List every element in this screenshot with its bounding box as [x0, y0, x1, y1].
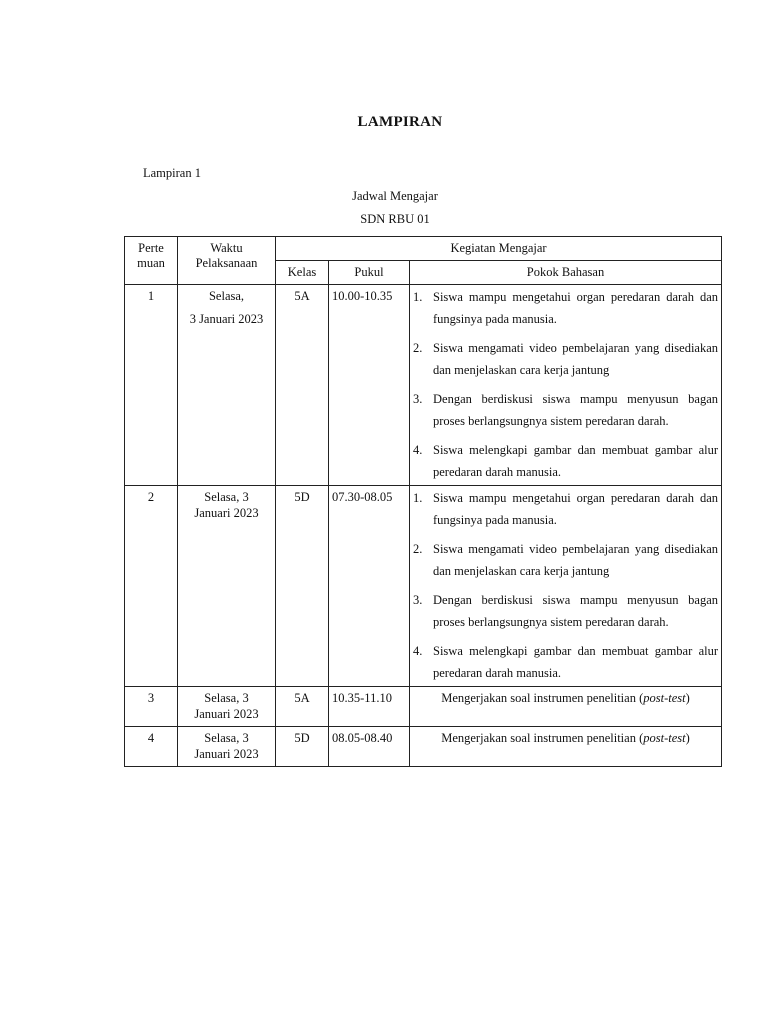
header-pertemuan	[125, 237, 178, 285]
cell-waktu-line1: Selasa, 3	[204, 490, 249, 504]
table-row	[125, 687, 722, 727]
cell-pokok-bahasan	[410, 727, 722, 767]
cell-pukul: 10.35-11.10	[329, 687, 410, 727]
topic-text-end: )	[685, 691, 690, 705]
header-pokok-bahasan: Pokok Bahasan	[410, 261, 722, 285]
cell-pokok-bahasan	[410, 486, 722, 687]
schedule-title: Jadwal Mengajar	[352, 189, 438, 203]
topic-text: Mengerjakan soal instrumen penelitian (	[441, 691, 644, 705]
cell-pukul: 07.30-08.05	[329, 486, 410, 687]
cell-waktu	[178, 687, 276, 727]
item-text: Siswa mampu mengetahui organ peredaran darah dan fungsinya pada manusia.	[433, 491, 719, 527]
table-row	[125, 285, 722, 486]
cell-pertemuan: 2	[125, 486, 178, 687]
item-text: Siswa mengamati video pembelajaran yang disediakan dan menjelaskan cara kerja jantung	[433, 341, 719, 377]
topic-italic: post-test	[643, 691, 686, 705]
item-text: Siswa mampu mengetahui organ peredaran darah dan fungsinya pada manusia.	[433, 290, 719, 326]
cell-pertemuan: 4	[125, 727, 178, 767]
item-text: Siswa mengamati video pembelajaran yang disediakan dan menjelaskan cara kerja jantung	[433, 542, 719, 578]
cell-waktu-line2: Januari 2023	[194, 747, 259, 761]
item-text: Siswa melengkapi gambar dan membuat gambar alur peredaran darah manusia.	[433, 443, 719, 479]
cell-waktu-line2: Januari 2023	[194, 506, 259, 520]
item-number: 1.	[413, 491, 423, 505]
list-item	[413, 389, 718, 432]
cell-pokok-bahasan	[410, 687, 722, 727]
item-number: 4.	[413, 443, 423, 457]
topic-text-end: )	[685, 731, 690, 745]
cell-kelas: 5D	[276, 727, 329, 767]
cell-pukul: 08.05-08.40	[329, 727, 410, 767]
list-item	[413, 488, 718, 531]
list-item	[413, 641, 718, 684]
page-title: LAMPIRAN	[357, 114, 443, 130]
cell-waktu-line1: Selasa,	[208, 289, 245, 303]
cell-waktu-line1: Selasa, 3	[204, 691, 249, 705]
header-waktu-line2: Pelaksanaan	[195, 256, 258, 270]
cell-waktu	[178, 486, 276, 687]
item-number: 4.	[413, 644, 423, 658]
header-kegiatan: Kegiatan Mengajar	[276, 237, 722, 261]
header-pertemuan-line2: muan	[137, 256, 165, 270]
cell-pokok-bahasan	[410, 285, 722, 486]
list-item	[413, 590, 718, 633]
table-row	[125, 486, 722, 687]
item-number: 3.	[413, 593, 423, 607]
cell-kelas: 5A	[276, 285, 329, 486]
header-kelas: Kelas	[276, 261, 329, 285]
cell-pertemuan: 1	[125, 285, 178, 486]
table-header-row	[125, 237, 722, 261]
item-number: 2.	[413, 542, 423, 556]
list-item	[413, 338, 718, 381]
topic-list	[413, 287, 718, 483]
cell-waktu	[178, 727, 276, 767]
cell-kelas: 5A	[276, 687, 329, 727]
cell-waktu	[178, 285, 276, 486]
teaching-schedule-table	[124, 236, 722, 767]
item-number: 1.	[413, 290, 423, 304]
item-text: Siswa melengkapi gambar dan membuat gambar alur peredaran darah manusia.	[433, 644, 719, 680]
cell-pukul: 10.00-10.35	[329, 285, 410, 486]
topic-text: Mengerjakan soal instrumen penelitian (	[441, 731, 644, 745]
header-waktu-line1: Waktu	[210, 241, 243, 255]
list-item	[413, 287, 718, 330]
list-item	[413, 539, 718, 582]
cell-pertemuan: 3	[125, 687, 178, 727]
header-pertemuan-line1: Perte	[138, 241, 164, 255]
header-waktu	[178, 237, 276, 285]
appendix-label: Lampiran 1	[143, 166, 201, 180]
item-text: Dengan berdiskusi siswa mampu menyusun bagan proses berlangsungnya sistem peredaran darah.	[433, 392, 719, 428]
item-text: Dengan berdiskusi siswa mampu menyusun bagan proses berlangsungnya sistem peredaran darah.	[433, 593, 719, 629]
cell-kelas: 5D	[276, 486, 329, 687]
table-row	[125, 727, 722, 767]
list-item	[413, 440, 718, 483]
cell-waktu-line2: 3 Januari 2023	[189, 312, 264, 326]
school-name: SDN RBU 01	[360, 212, 430, 226]
cell-waktu-line1: Selasa, 3	[204, 731, 249, 745]
cell-waktu-line2: Januari 2023	[194, 707, 259, 721]
item-number: 3.	[413, 392, 423, 406]
item-number: 2.	[413, 341, 423, 355]
topic-list	[413, 488, 718, 684]
header-pukul: Pukul	[329, 261, 410, 285]
topic-italic: post-test	[643, 731, 686, 745]
